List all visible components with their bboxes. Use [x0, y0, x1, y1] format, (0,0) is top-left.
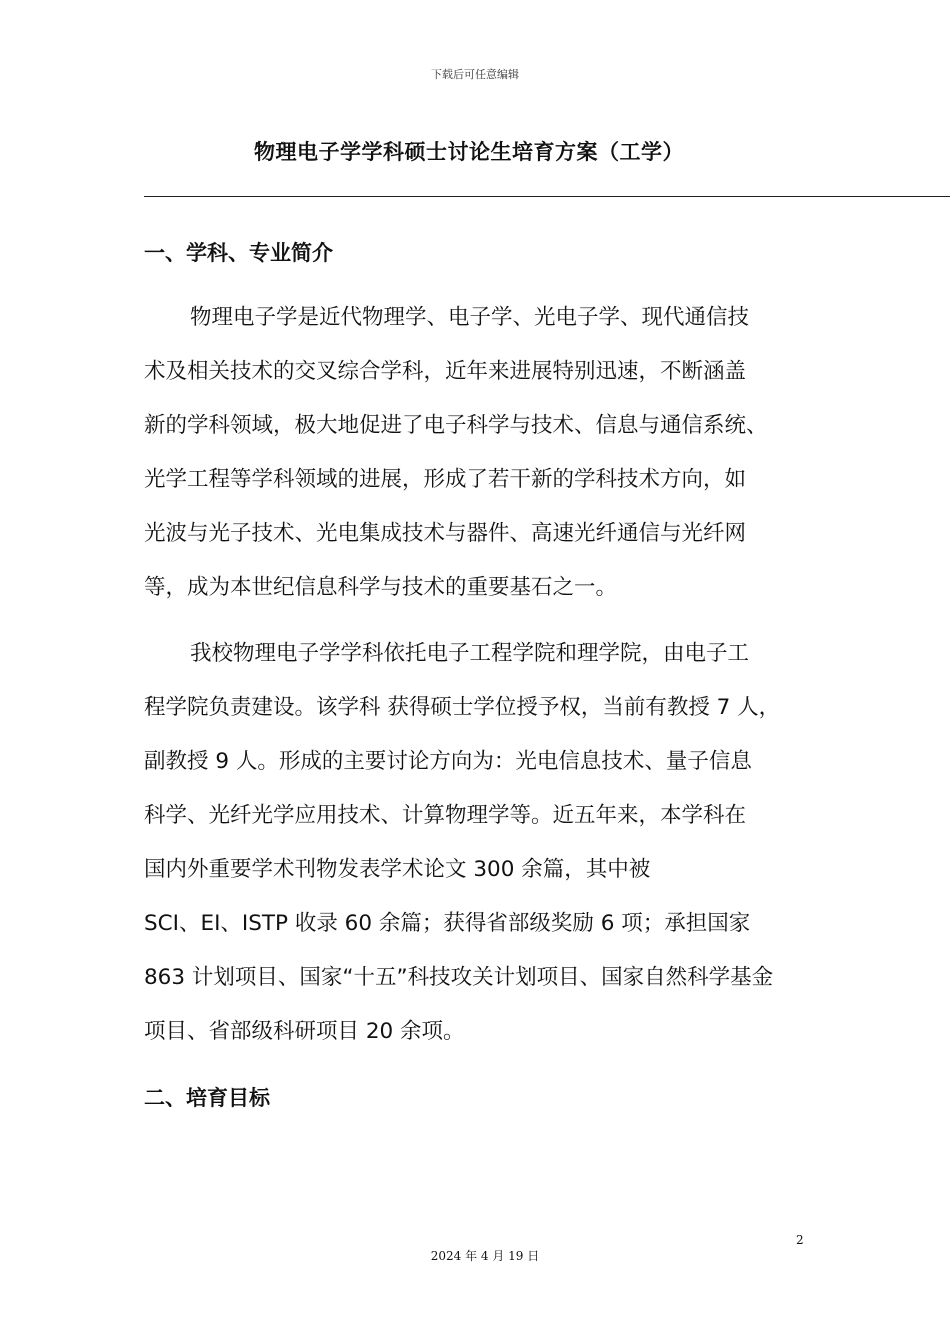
section-heading-goals: 二、培育目标 — [144, 1086, 270, 1110]
paragraph-line: 新的学科领域，极大地促进了电子科学与技术、信息与通信系统、 — [144, 413, 768, 438]
document-title: 物理电子学学科硕士讨论生培育方案（工学） — [254, 140, 684, 164]
paragraph-line: 项目、省部级科研项目 20 余项。 — [144, 1019, 465, 1044]
title-divider — [144, 196, 950, 197]
paragraph-line: SCI、EI、ISTP 收录 60 余篇；获得省部级奖励 6 项；承担国家 — [144, 911, 751, 936]
paragraph-line: 副教授 9 人。形成的主要讨论方向为：光电信息技术、量子信息 — [144, 749, 752, 774]
paragraph-line: 我校物理电子学学科依托电子工程学院和理学院，由电子工 — [190, 641, 750, 666]
paragraph-intro-1 — [144, 291, 809, 615]
paragraph-line: 物理电子学是近代物理学、电子学、光电子学、现代通信技 — [190, 305, 750, 330]
page-number: 2 — [796, 1233, 804, 1247]
header-note: 下载后可任意编辑 — [431, 68, 519, 81]
paragraph-line: 科学、光纤光学应用技术、计算物理学等。近五年来，本学科在 — [144, 803, 747, 828]
section-heading-intro: 一、学科、专业简介 — [144, 241, 333, 265]
paragraph-intro-2 — [144, 627, 809, 1059]
paragraph-line: 863 计划项目、国家“十五”科技攻关计划项目、国家自然科学基金 — [144, 965, 774, 990]
footer-date: 2024 年 4 月 19 日 — [430, 1249, 540, 1263]
paragraph-line: 术及相关技术的交叉综合学科，近年来进展特别迅速，不断涵盖 — [144, 359, 747, 384]
paragraph-line: 光波与光子技术、光电集成技术与器件、高速光纤通信与光纤网 — [144, 521, 747, 546]
paragraph-line: 等，成为本世纪信息科学与技术的重要基石之一。 — [144, 575, 618, 600]
paragraph-line: 光学工程等学科领域的进展，形成了若干新的学科技术方向，如 — [144, 467, 747, 492]
paragraph-line: 程学院负责建设。该学科 获得硕士学位授予权，当前有教授 7 人， — [144, 695, 781, 720]
paragraph-line: 国内外重要学术刊物发表学术论文 300 余篇，其中被 — [144, 857, 651, 882]
